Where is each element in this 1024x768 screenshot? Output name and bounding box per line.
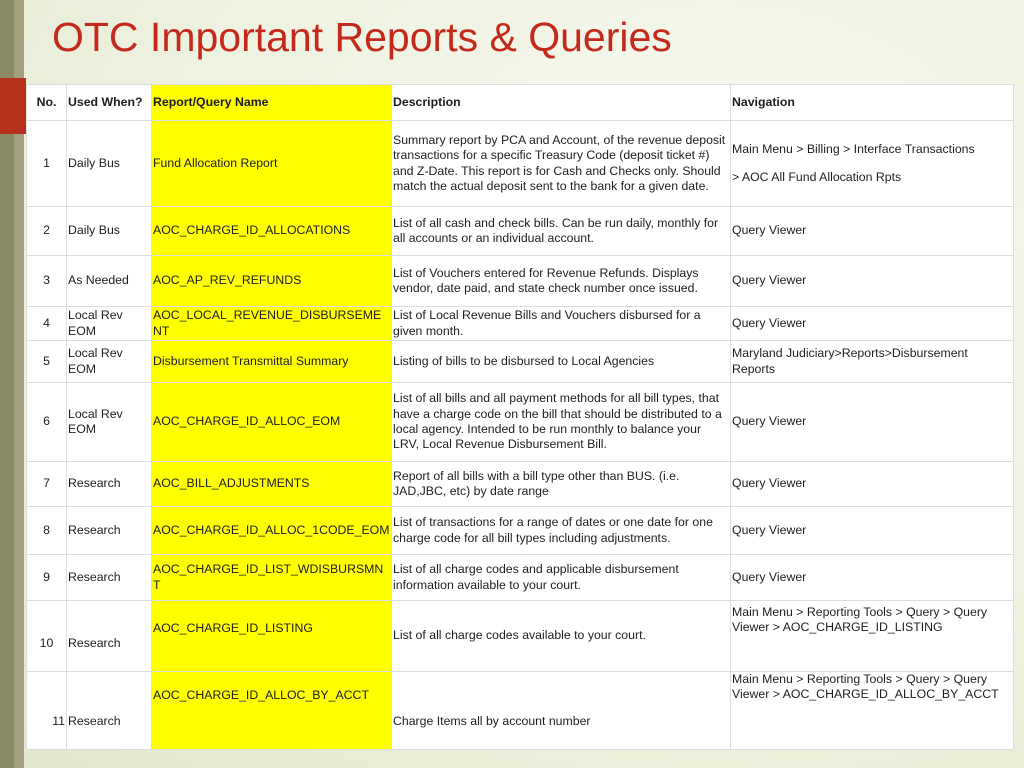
navigation-line: > AOC All Fund Allocation Rpts [732,170,902,184]
row-description: List of Local Revenue Bills and Vouchers disbursed for a given month. [392,307,731,341]
row-used-when: Research [67,507,152,555]
row-navigation: Maryland Judiciary>Reports>Disbursement Reports [731,341,1014,383]
table-row [27,121,1014,207]
row-used-when: Research [67,672,152,750]
table-row [27,601,1014,672]
table-row [27,307,1014,341]
table-header-row [27,85,1014,121]
row-description: Listing of bills to be disbursed to Local Agencies [392,341,731,383]
table-row [27,507,1014,555]
row-no: 7 [27,462,67,507]
row-description: List of Vouchers entered for Revenue Refunds. Displays vendor, date paid, and state check number once issued. [392,256,731,307]
table-row [27,555,1014,601]
row-report-name: AOC_CHARGE_ID_ALLOC_1CODE_EOM [152,507,392,555]
row-report-name: AOC_CHARGE_ID_LIST_WDISBURSMNT [152,555,392,601]
table-row [27,341,1014,383]
row-description: List of all charge codes available to your court. [392,601,731,672]
table-row [27,207,1014,256]
row-navigation: Query Viewer [731,207,1014,256]
header-navigation: Navigation [731,85,1014,121]
row-used-when: Research [67,555,152,601]
row-report-name: Disbursement Transmittal Summary [152,341,392,383]
row-used-when: Research [67,601,152,672]
header-used-when: Used When? [67,85,152,121]
slide-title: OTC Important Reports & Queries [52,14,672,60]
row-description: Report of all bills with a bill type other than BUS. (i.e. JAD,JBC, etc) by date range [392,462,731,507]
row-description: List of all bills and all payment methods for all bill types, that have a charge code on the bill that should be distributed to a local agency. Intended to be run monthly to balance your LRV, Local Revenue Disbursement Bill. [392,383,731,462]
row-report-name: AOC_CHARGE_ID_ALLOC_EOM [152,383,392,462]
row-description: List of transactions for a range of dates or one date for one charge code for all bill types including adjustments. [392,507,731,555]
row-no: 9 [27,555,67,601]
row-used-when: Local Rev EOM [67,383,152,462]
navigation-gap [732,157,1012,170]
row-report-name: Fund Allocation Report [152,121,392,207]
row-used-when: Daily Bus [67,207,152,256]
row-report-name: AOC_CHARGE_ID_ALLOC_BY_ACCT [152,672,392,750]
table-row [27,383,1014,462]
header-no: No. [27,85,67,121]
row-report-name: AOC_CHARGE_ID_LISTING [152,601,392,672]
row-description: Charge Items all by account number [392,672,731,750]
row-navigation: Query Viewer [731,256,1014,307]
row-no: 6 [27,383,67,462]
row-used-when: Daily Bus [67,121,152,207]
row-report-name: AOC_CHARGE_ID_ALLOCATIONS [152,207,392,256]
header-description: Description [392,85,731,121]
row-description: Summary report by PCA and Account, of the revenue deposit transactions for a specific Treasury Code (deposit ticket #) and Z-Date. This report is for Cash and Checks only. Should match the actual deposit sent to the bank for a given date. [392,121,731,207]
row-used-when: Local Rev EOM [67,341,152,383]
row-used-when: As Needed [67,256,152,307]
table-row [27,672,1014,750]
accent-arrow-icon [0,78,26,134]
row-used-when: Research [67,462,152,507]
reports-table [26,84,1014,750]
row-no: 2 [27,207,67,256]
row-no: 11 [27,672,67,750]
row-no: 8 [27,507,67,555]
row-no: 5 [27,341,67,383]
row-navigation: Query Viewer [731,555,1014,601]
row-used-when: Local Rev EOM [67,307,152,341]
row-navigation: Main Menu > Reporting Tools > Query > Query Viewer > AOC_CHARGE_ID_ALLOC_BY_ACCT [731,672,1014,750]
header-report-name: Report/Query Name [152,85,392,121]
row-description: List of all cash and check bills. Can be run daily, monthly for all accounts or an individual account. [392,207,731,256]
row-navigation: Query Viewer [731,507,1014,555]
row-no: 4 [27,307,67,341]
navigation-line: Main Menu > Billing > Interface Transactions [732,141,975,156]
row-navigation: Query Viewer [731,462,1014,507]
row-no: 3 [27,256,67,307]
row-report-name: AOC_AP_REV_REFUNDS [152,256,392,307]
row-report-name: AOC_BILL_ADJUSTMENTS [152,462,392,507]
row-navigation: Query Viewer [731,307,1014,341]
row-no: 10 [27,601,67,672]
row-description: List of all charge codes and applicable disbursement information available to your court. [392,555,731,601]
row-no: 1 [27,121,67,207]
table-row [27,256,1014,307]
row-navigation: Main Menu > Reporting Tools > Query > Query Viewer > AOC_CHARGE_ID_LISTING [731,601,1014,672]
row-navigation [731,121,1014,207]
row-report-name: AOC_LOCAL_REVENUE_DISBURSEMENT [152,307,392,341]
table-row [27,462,1014,507]
row-navigation: Query Viewer [731,383,1014,462]
